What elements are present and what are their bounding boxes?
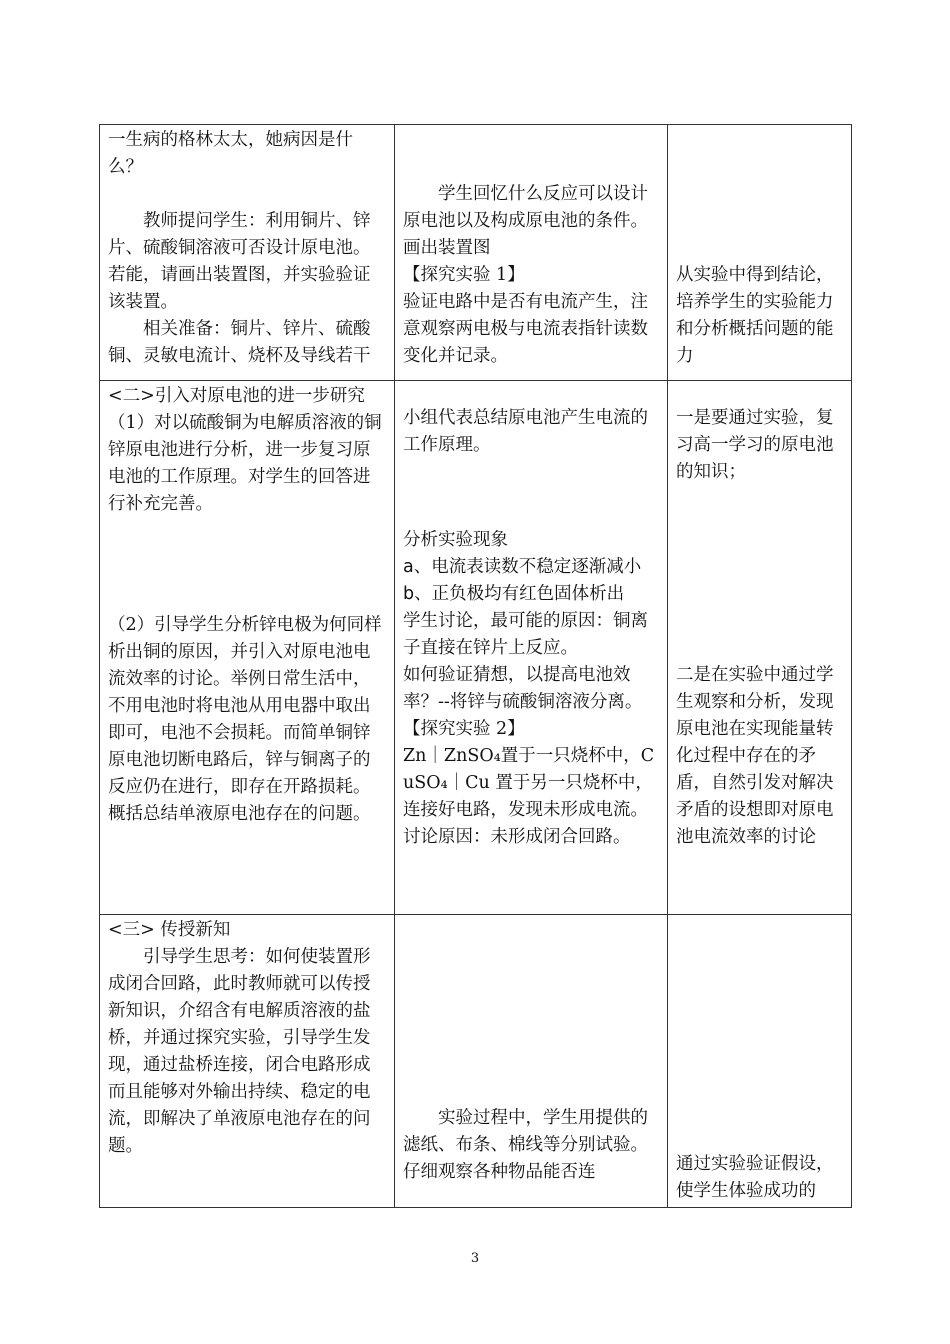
page-number: 3 [470, 1251, 480, 1266]
teacher-activity-cell [100, 915, 395, 1208]
table-row [100, 381, 852, 915]
student-activity-cell [395, 915, 668, 1208]
teacher-activity-cell [100, 381, 395, 915]
paragraph: <三> 传授新知 [108, 920, 231, 940]
paragraph: 教师提问学生：利用铜片、锌片、硫酸铜溶液可否设计原电池。若能，请画出装置图，并实验验证该装置。 [108, 211, 371, 312]
paragraph: 【探究实验 2】 [403, 719, 525, 739]
paragraph: （2）引导学生分析锌电极为何同样析出铜的原因，并引入对原电池电流效率的讨论。举例日常生活中，不用电池时将电池从用电器中取出即可，电池不会损耗。而简单铜锌原电池切断电路后，锌与铜离子的反应仍在进行，即存在开路损耗。 [108, 615, 382, 797]
paragraph: 从实验中得到结论，培养学生的实验能力和分析概括问题的能力 [676, 265, 834, 366]
design-intent-cell [668, 381, 852, 915]
spacer [403, 459, 659, 527]
student-activity-cell [395, 125, 668, 381]
paragraph: a、电流表读数不稳定逐渐减小 [403, 557, 642, 577]
paragraph: 分析实验现象 [403, 530, 508, 550]
paragraph: 讨论原因：未形成闭合回路。 [403, 827, 631, 847]
paragraph: 如何验证猜想，以提高电池效率？--将锌与硫酸铜溶液分离。 [403, 665, 643, 712]
paragraph: 学生回忆什么反应可以设计原电池以及构成原电池的条件。画出装置图 [403, 184, 648, 258]
paragraph: 相关准备：铜片、锌片、硫酸铜、灵敏电流计、烧杯及导线若干 [108, 319, 371, 366]
table-row [100, 915, 852, 1208]
paragraph: 验证电路中是否有电流产生，注意观察两电极与电流表指针读数变化并记录。 [403, 292, 648, 366]
design-intent-cell [668, 125, 852, 381]
student-activity-cell [395, 381, 668, 915]
teacher-activity-cell [100, 125, 395, 381]
paragraph: 实验过程中，学生用提供的滤纸、布条、棉线等分别试验。仔细观察各种物品能否连 [403, 1108, 648, 1182]
paragraph: b、正负极均有红色固体析出 [403, 584, 625, 604]
spacer [676, 486, 843, 662]
paragraph: 一是要通过实验，复习高一学习的原电池的知识； [676, 408, 834, 482]
paragraph: <二>引入对原电池的进一步研究 [108, 386, 365, 406]
spacer [108, 518, 386, 612]
paragraph: 学生讨论，最可能的原因：铜离子直接在锌片上反应。 [403, 611, 648, 658]
paragraph: 概括总结单液原电池存在的问题。 [108, 804, 371, 824]
lesson-plan-table [99, 124, 852, 1208]
paragraph: 【探究实验 1】 [403, 265, 525, 285]
spacer [108, 181, 386, 208]
paragraph: Zn｜ZnSO₄置于一只烧杯中，CuSO₄｜Cu 置于另一只烧杯中，连接好电路，发现未形成电流。 [403, 746, 655, 820]
paragraph: 引导学生思考：如何使装置形成闭合回路，此时教师就可以传授新知识，介绍含有电解质溶液的盐桥，并通过探究实验，引导学生发现，通过盐桥连接，闭合电路形成而且能够对外输出持续、稳定的电流，即解决了单液原电池存在的问题。 [108, 947, 371, 1156]
design-intent-cell [668, 915, 852, 1208]
paragraph: （1）对以硫酸铜为电解质溶液的铜锌原电池进行分析，进一步复习原电池的工作原理。对学生的回答进行补充完善。 [108, 413, 382, 514]
table-row [100, 125, 852, 381]
paragraph: 一生病的格林太太，她病因是什么？ [108, 130, 353, 177]
paragraph: 通过实验验证假设，使学生体验成功的 [676, 1154, 834, 1201]
paragraph: 小组代表总结原电池产生电流的工作原理。 [403, 408, 648, 455]
paragraph: 二是在实验中通过学生观察和分析，发现原电池在实现能量转化过程中存在的矛盾，自然引发对解决矛盾的设想即对原电池电流效率的讨论 [676, 665, 834, 847]
